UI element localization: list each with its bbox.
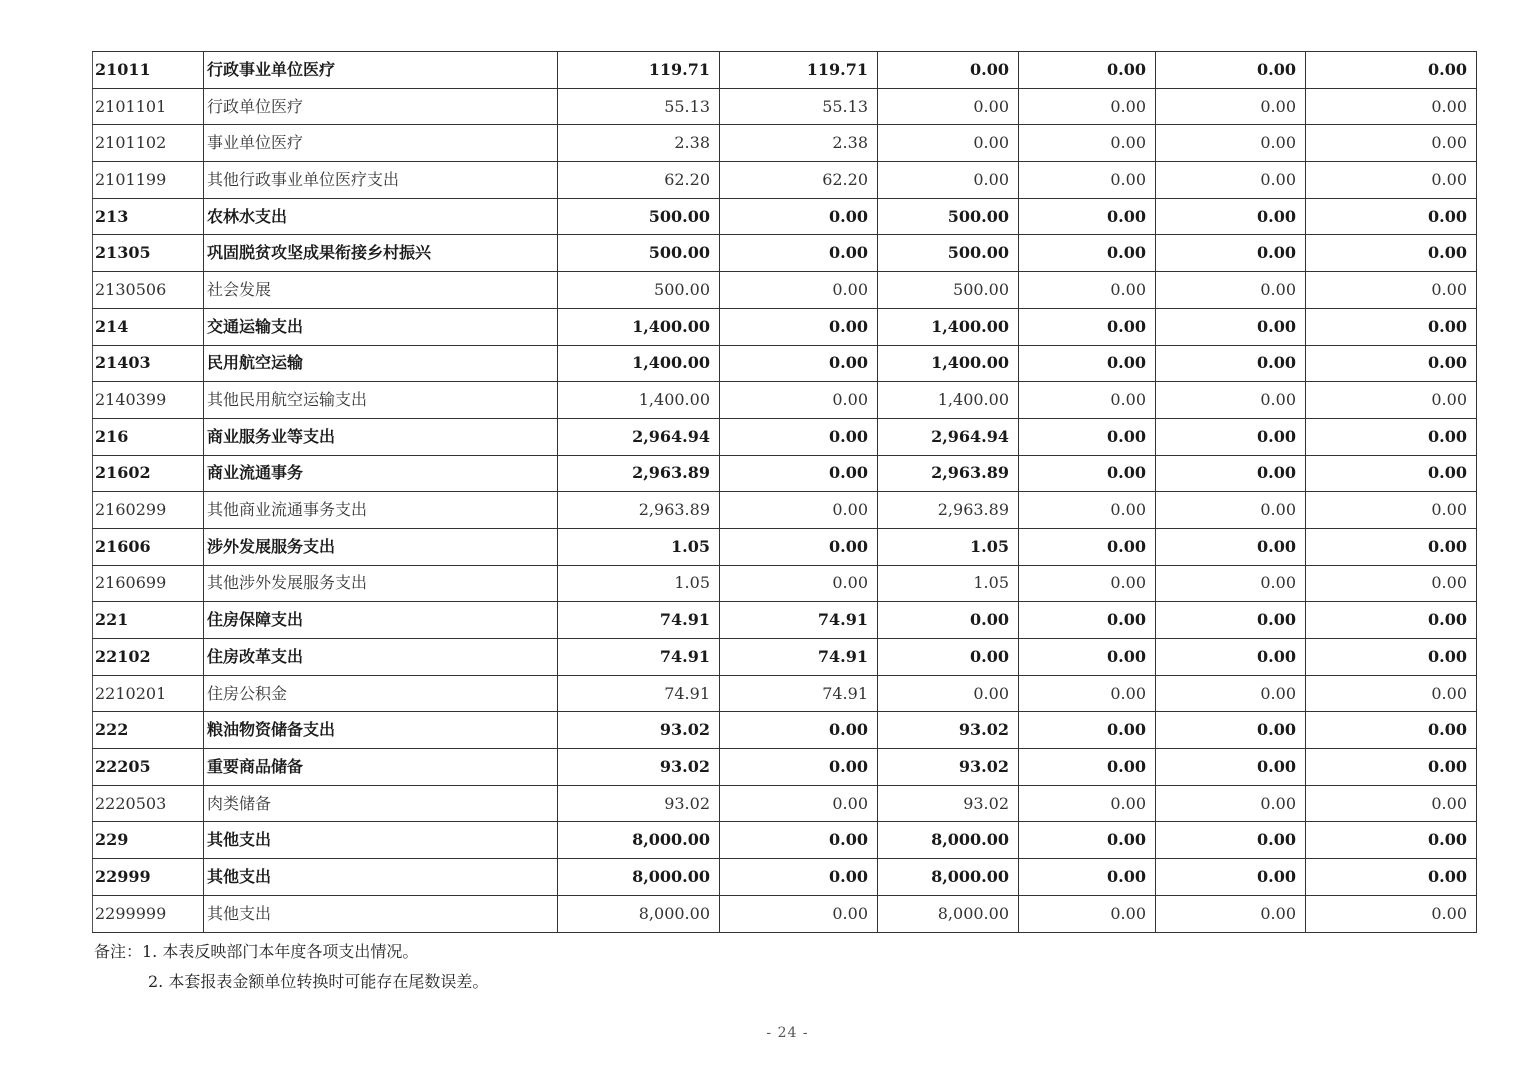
subject-name-cell: 住房保障支出 — [204, 602, 558, 639]
amount-cell: 62.20 — [720, 162, 878, 199]
amount-cell: 0.00 — [720, 749, 878, 786]
amount-cell: 0.00 — [1306, 492, 1477, 529]
amount-cell: 2,963.89 — [878, 492, 1019, 529]
amount-cell: 55.13 — [558, 88, 720, 125]
amount-cell: 0.00 — [720, 382, 878, 419]
amount-cell: 0.00 — [720, 712, 878, 749]
table-row — [93, 455, 1477, 492]
amount-cell: 8,000.00 — [558, 895, 720, 932]
subject-code-cell: 216 — [93, 418, 204, 455]
subject-code-cell: 21403 — [93, 345, 204, 382]
amount-cell: 74.91 — [558, 639, 720, 676]
amount-cell: 0.00 — [1156, 602, 1306, 639]
amount-cell: 0.00 — [1019, 675, 1156, 712]
amount-cell: 0.00 — [878, 52, 1019, 89]
amount-cell: 0.00 — [1306, 162, 1477, 199]
amount-cell: 2,963.89 — [558, 455, 720, 492]
subject-name-cell: 住房公积金 — [204, 675, 558, 712]
table-row — [93, 272, 1477, 309]
amount-cell: 8,000.00 — [878, 895, 1019, 932]
amount-cell: 0.00 — [878, 125, 1019, 162]
subject-code-cell: 2160699 — [93, 565, 204, 602]
amount-cell: 1,400.00 — [878, 382, 1019, 419]
subject-code-cell: 2299999 — [93, 895, 204, 932]
subject-name-cell: 其他商业流通事务支出 — [204, 492, 558, 529]
amount-cell: 2,964.94 — [878, 418, 1019, 455]
amount-cell: 0.00 — [1306, 88, 1477, 125]
table-row — [93, 565, 1477, 602]
amount-cell: 0.00 — [1156, 895, 1306, 932]
table-row — [93, 52, 1477, 89]
table-row — [93, 308, 1477, 345]
amount-cell: 74.91 — [720, 675, 878, 712]
amount-cell: 0.00 — [878, 639, 1019, 676]
subject-name-cell: 事业单位医疗 — [204, 125, 558, 162]
amount-cell: 2,964.94 — [558, 418, 720, 455]
table-row — [93, 895, 1477, 932]
subject-name-cell: 粮油物资储备支出 — [204, 712, 558, 749]
subject-name-cell: 住房改革支出 — [204, 639, 558, 676]
amount-cell: 0.00 — [1019, 639, 1156, 676]
amount-cell: 8,000.00 — [878, 859, 1019, 896]
amount-cell: 0.00 — [1156, 785, 1306, 822]
subject-code-cell: 21305 — [93, 235, 204, 272]
amount-cell: 0.00 — [1306, 712, 1477, 749]
subject-code-cell: 2220503 — [93, 785, 204, 822]
amount-cell: 0.00 — [1156, 382, 1306, 419]
amount-cell: 1,400.00 — [878, 345, 1019, 382]
subject-name-cell: 行政事业单位医疗 — [204, 52, 558, 89]
amount-cell: 0.00 — [1306, 52, 1477, 89]
amount-cell: 0.00 — [1156, 749, 1306, 786]
amount-cell: 0.00 — [1156, 639, 1306, 676]
amount-cell: 0.00 — [1019, 235, 1156, 272]
amount-cell: 0.00 — [1156, 162, 1306, 199]
amount-cell: 74.91 — [720, 639, 878, 676]
amount-cell: 93.02 — [558, 712, 720, 749]
subject-name-cell: 农林水支出 — [204, 198, 558, 235]
amount-cell: 74.91 — [558, 602, 720, 639]
subject-name-cell: 社会发展 — [204, 272, 558, 309]
amount-cell: 0.00 — [1306, 639, 1477, 676]
amount-cell: 0.00 — [720, 272, 878, 309]
amount-cell: 0.00 — [720, 455, 878, 492]
amount-cell: 0.00 — [1156, 675, 1306, 712]
amount-cell: 0.00 — [1306, 345, 1477, 382]
subject-code-cell: 221 — [93, 602, 204, 639]
amount-cell: 0.00 — [1019, 712, 1156, 749]
amount-cell: 0.00 — [1156, 859, 1306, 896]
table-row — [93, 785, 1477, 822]
subject-name-cell: 其他行政事业单位医疗支出 — [204, 162, 558, 199]
subject-code-cell: 2210201 — [93, 675, 204, 712]
amount-cell: 0.00 — [1306, 602, 1477, 639]
amount-cell: 0.00 — [1019, 528, 1156, 565]
amount-cell: 0.00 — [1306, 455, 1477, 492]
subject-code-cell: 22102 — [93, 639, 204, 676]
subject-code-cell: 21011 — [93, 52, 204, 89]
amount-cell: 0.00 — [1019, 859, 1156, 896]
amount-cell: 0.00 — [720, 895, 878, 932]
page-number: - 24 - — [766, 1025, 809, 1041]
note-line-1: 备注：1. 本表反映部门本年度各项支出情况。 — [94, 942, 419, 961]
subject-code-cell: 214 — [93, 308, 204, 345]
amount-cell: 119.71 — [720, 52, 878, 89]
table-body — [93, 52, 1477, 933]
amount-cell: 8,000.00 — [558, 859, 720, 896]
table-row — [93, 162, 1477, 199]
amount-cell: 1.05 — [558, 565, 720, 602]
subject-code-cell: 222 — [93, 712, 204, 749]
amount-cell: 1,400.00 — [878, 308, 1019, 345]
subject-code-cell: 213 — [93, 198, 204, 235]
amount-cell: 93.02 — [878, 712, 1019, 749]
amount-cell: 0.00 — [1306, 418, 1477, 455]
amount-cell: 0.00 — [720, 345, 878, 382]
amount-cell: 0.00 — [1019, 749, 1156, 786]
notes — [94, 937, 488, 997]
amount-cell: 0.00 — [1156, 565, 1306, 602]
subject-code-cell: 229 — [93, 822, 204, 859]
amount-cell: 55.13 — [720, 88, 878, 125]
amount-cell: 0.00 — [720, 528, 878, 565]
subject-code-cell: 2130506 — [93, 272, 204, 309]
amount-cell: 500.00 — [878, 198, 1019, 235]
amount-cell: 62.20 — [558, 162, 720, 199]
amount-cell: 0.00 — [1156, 455, 1306, 492]
subject-name-cell: 巩固脱贫攻坚成果衔接乡村振兴 — [204, 235, 558, 272]
amount-cell: 0.00 — [720, 198, 878, 235]
amount-cell: 0.00 — [1019, 602, 1156, 639]
subject-code-cell: 21606 — [93, 528, 204, 565]
amount-cell: 500.00 — [878, 272, 1019, 309]
amount-cell: 0.00 — [1019, 345, 1156, 382]
amount-cell: 1,400.00 — [558, 308, 720, 345]
amount-cell: 0.00 — [878, 602, 1019, 639]
subject-name-cell: 其他民用航空运输支出 — [204, 382, 558, 419]
subject-name-cell: 交通运输支出 — [204, 308, 558, 345]
subject-name-cell: 民用航空运输 — [204, 345, 558, 382]
amount-cell: 0.00 — [1156, 345, 1306, 382]
amount-cell: 0.00 — [1306, 895, 1477, 932]
subject-code-cell: 2101101 — [93, 88, 204, 125]
amount-cell: 74.91 — [720, 602, 878, 639]
subject-name-cell: 涉外发展服务支出 — [204, 528, 558, 565]
expenditure-table — [92, 51, 1477, 933]
amount-cell: 0.00 — [1306, 859, 1477, 896]
subject-name-cell: 其他支出 — [204, 822, 558, 859]
amount-cell: 500.00 — [558, 235, 720, 272]
amount-cell: 500.00 — [558, 198, 720, 235]
amount-cell: 0.00 — [1019, 162, 1156, 199]
subject-name-cell: 重要商品储备 — [204, 749, 558, 786]
table-row — [93, 639, 1477, 676]
amount-cell: 0.00 — [1019, 198, 1156, 235]
subject-code-cell: 2101199 — [93, 162, 204, 199]
subject-name-cell: 商业流通事务 — [204, 455, 558, 492]
subject-name-cell: 肉类储备 — [204, 785, 558, 822]
note-line-2: 2. 本套报表金额单位转换时可能存在尾数误差。 — [148, 972, 489, 991]
subject-name-cell: 其他涉外发展服务支出 — [204, 565, 558, 602]
subject-code-cell: 2101102 — [93, 125, 204, 162]
amount-cell: 0.00 — [1156, 308, 1306, 345]
amount-cell: 0.00 — [1156, 235, 1306, 272]
table-row — [93, 345, 1477, 382]
amount-cell: 0.00 — [720, 565, 878, 602]
amount-cell: 93.02 — [558, 785, 720, 822]
table-row — [93, 822, 1477, 859]
amount-cell: 0.00 — [1156, 418, 1306, 455]
table-row — [93, 602, 1477, 639]
amount-cell: 0.00 — [1306, 565, 1477, 602]
amount-cell: 0.00 — [720, 822, 878, 859]
amount-cell: 0.00 — [1019, 895, 1156, 932]
amount-cell: 0.00 — [1156, 272, 1306, 309]
table-row — [93, 675, 1477, 712]
amount-cell: 8,000.00 — [558, 822, 720, 859]
amount-cell: 0.00 — [1019, 382, 1156, 419]
amount-cell: 0.00 — [1019, 785, 1156, 822]
amount-cell: 0.00 — [720, 418, 878, 455]
amount-cell: 2,963.89 — [878, 455, 1019, 492]
subject-code-cell: 21602 — [93, 455, 204, 492]
amount-cell: 0.00 — [1019, 272, 1156, 309]
amount-cell: 93.02 — [878, 785, 1019, 822]
table-row — [93, 712, 1477, 749]
amount-cell: 2.38 — [558, 125, 720, 162]
amount-cell: 0.00 — [1306, 235, 1477, 272]
amount-cell: 0.00 — [1306, 749, 1477, 786]
subject-code-cell: 2140399 — [93, 382, 204, 419]
amount-cell: 0.00 — [1019, 565, 1156, 602]
amount-cell: 0.00 — [1306, 785, 1477, 822]
amount-cell: 0.00 — [720, 308, 878, 345]
amount-cell: 0.00 — [1156, 712, 1306, 749]
amount-cell: 0.00 — [1306, 272, 1477, 309]
amount-cell: 0.00 — [1306, 382, 1477, 419]
amount-cell: 0.00 — [1156, 492, 1306, 529]
amount-cell: 1.05 — [878, 528, 1019, 565]
amount-cell: 0.00 — [1019, 455, 1156, 492]
amount-cell: 500.00 — [878, 235, 1019, 272]
amount-cell: 0.00 — [878, 675, 1019, 712]
table-row — [93, 859, 1477, 896]
amount-cell: 1,400.00 — [558, 382, 720, 419]
amount-cell: 93.02 — [558, 749, 720, 786]
amount-cell: 0.00 — [1019, 52, 1156, 89]
subject-code-cell: 22205 — [93, 749, 204, 786]
subject-name-cell: 行政单位医疗 — [204, 88, 558, 125]
table-row — [93, 198, 1477, 235]
amount-cell: 8,000.00 — [878, 822, 1019, 859]
subject-name-cell: 其他支出 — [204, 859, 558, 896]
amount-cell: 0.00 — [878, 88, 1019, 125]
amount-cell: 0.00 — [1156, 125, 1306, 162]
amount-cell: 74.91 — [558, 675, 720, 712]
amount-cell: 0.00 — [1156, 88, 1306, 125]
subject-name-cell: 其他支出 — [204, 895, 558, 932]
table-row — [93, 418, 1477, 455]
amount-cell: 0.00 — [1019, 418, 1156, 455]
amount-cell: 1.05 — [558, 528, 720, 565]
table-row — [93, 382, 1477, 419]
amount-cell: 0.00 — [1019, 125, 1156, 162]
amount-cell: 0.00 — [1306, 675, 1477, 712]
subject-code-cell: 22999 — [93, 859, 204, 896]
amount-cell: 0.00 — [1156, 52, 1306, 89]
amount-cell: 0.00 — [720, 785, 878, 822]
amount-cell: 1.05 — [878, 565, 1019, 602]
amount-cell: 500.00 — [558, 272, 720, 309]
amount-cell: 0.00 — [1019, 822, 1156, 859]
amount-cell: 0.00 — [1156, 822, 1306, 859]
amount-cell: 0.00 — [1306, 198, 1477, 235]
amount-cell: 0.00 — [1306, 528, 1477, 565]
amount-cell: 0.00 — [1306, 125, 1477, 162]
amount-cell: 2.38 — [720, 125, 878, 162]
amount-cell: 0.00 — [720, 492, 878, 529]
table-row — [93, 125, 1477, 162]
amount-cell: 0.00 — [1019, 88, 1156, 125]
amount-cell: 0.00 — [720, 235, 878, 272]
table-row — [93, 528, 1477, 565]
amount-cell: 1,400.00 — [558, 345, 720, 382]
table-row — [93, 492, 1477, 529]
table-row — [93, 235, 1477, 272]
amount-cell: 0.00 — [720, 859, 878, 896]
table-row — [93, 88, 1477, 125]
amount-cell: 0.00 — [878, 162, 1019, 199]
amount-cell: 0.00 — [1019, 308, 1156, 345]
amount-cell: 93.02 — [878, 749, 1019, 786]
subject-name-cell: 商业服务业等支出 — [204, 418, 558, 455]
subject-code-cell: 2160299 — [93, 492, 204, 529]
amount-cell: 119.71 — [558, 52, 720, 89]
amount-cell: 0.00 — [1019, 492, 1156, 529]
amount-cell: 0.00 — [1306, 308, 1477, 345]
table-row — [93, 749, 1477, 786]
amount-cell: 2,963.89 — [558, 492, 720, 529]
amount-cell: 0.00 — [1156, 198, 1306, 235]
amount-cell: 0.00 — [1306, 822, 1477, 859]
amount-cell: 0.00 — [1156, 528, 1306, 565]
